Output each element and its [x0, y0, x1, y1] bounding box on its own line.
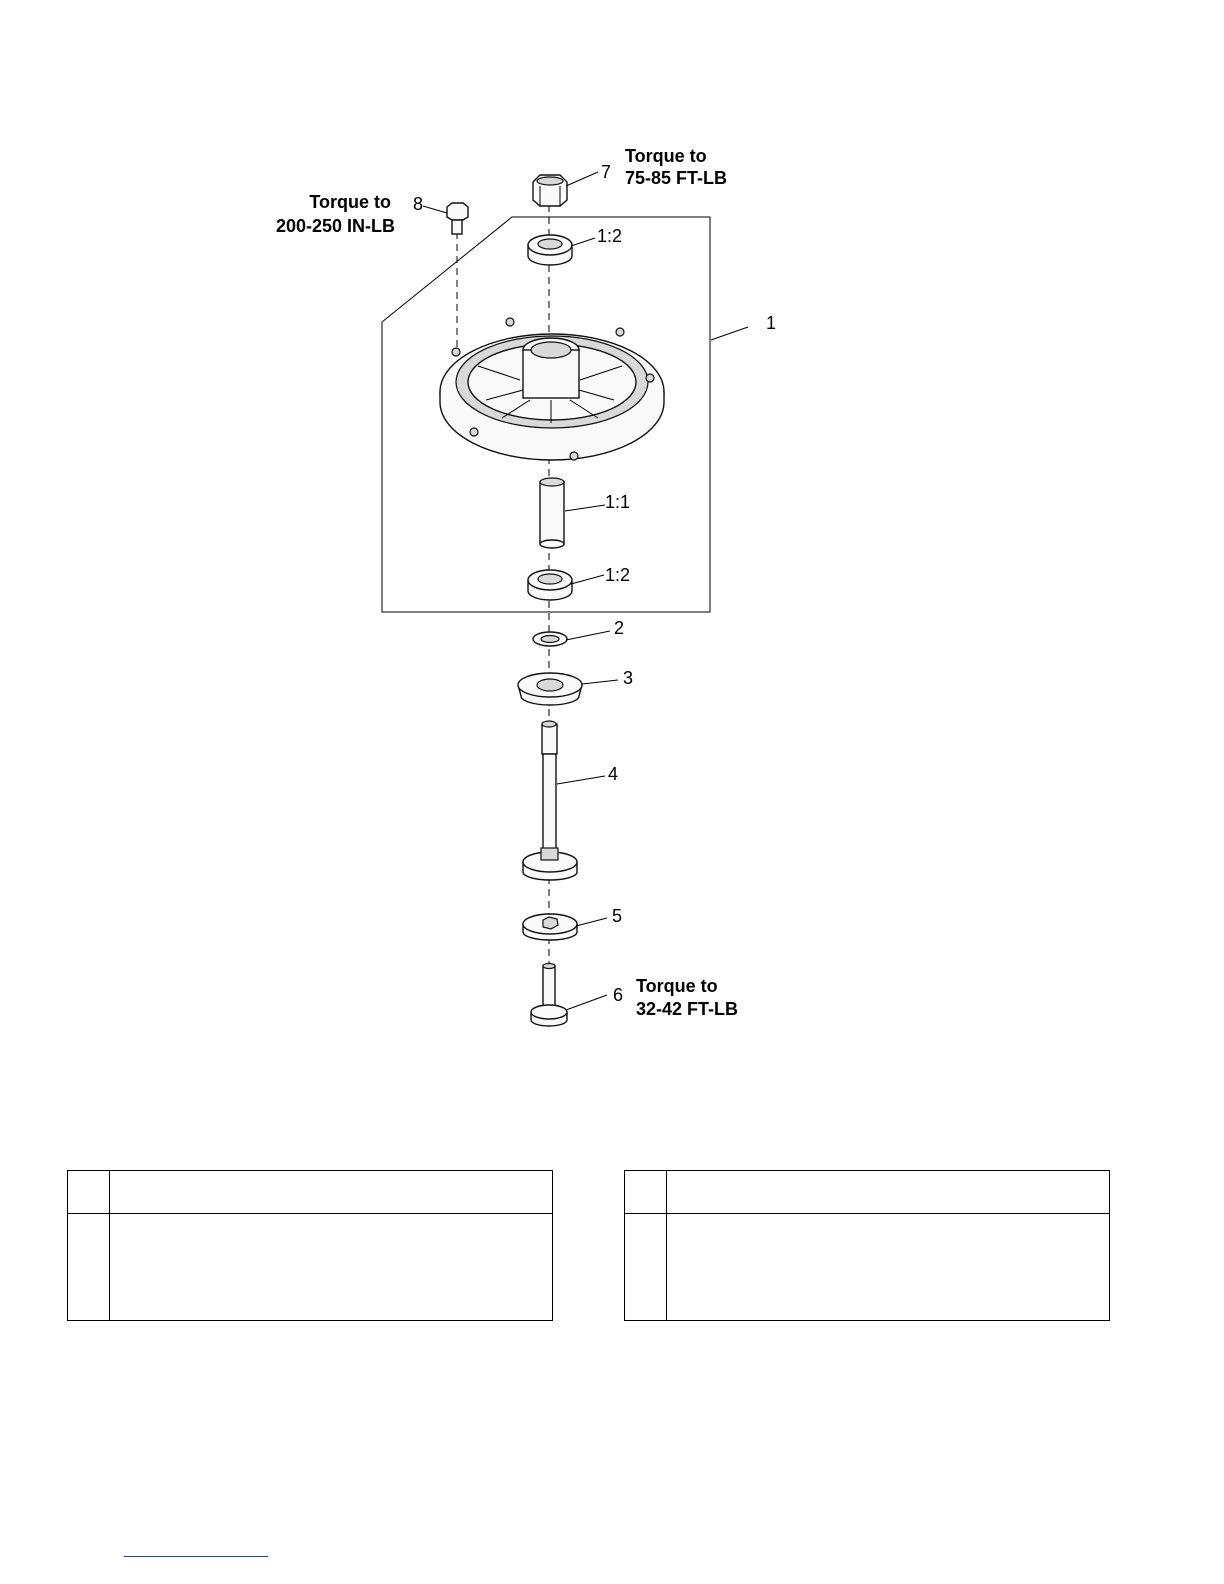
- right-row-description: [667, 1214, 1110, 1321]
- callout-3: 3: [623, 668, 634, 688]
- footer-link-underline[interactable]: [124, 1556, 268, 1558]
- right-header-ref: [625, 1171, 667, 1214]
- callout-1-1: 1:1: [605, 492, 631, 512]
- callout-4: 4: [608, 764, 619, 784]
- bearing-top: [528, 235, 572, 265]
- callout-1-2-top: 1:2: [597, 226, 623, 246]
- callout-7: 7: [601, 162, 612, 182]
- right-row-ref: [625, 1214, 667, 1321]
- nut-torque-line1: Torque to: [625, 146, 707, 166]
- left-header-description: [110, 1171, 553, 1214]
- small-washer: [533, 632, 567, 646]
- left-row-description: [110, 1214, 553, 1321]
- nut-torque-line2: 75-85 FT-LB: [625, 168, 728, 188]
- hex-nut: [533, 175, 567, 206]
- spindle-housing: [440, 318, 664, 460]
- blade-washer: [523, 914, 577, 940]
- parts-table-right: [624, 1170, 1110, 1321]
- spindle-shaft: [523, 721, 577, 880]
- callout-5: 5: [612, 906, 623, 926]
- blade-bolt-torque-line2: 32-42 FT-LB: [636, 999, 739, 1019]
- right-header-description: [667, 1171, 1110, 1214]
- parts-table-left: [67, 1170, 553, 1321]
- blade-bolt-torque-line1: Torque to: [636, 976, 718, 996]
- callout-1: 1: [766, 313, 777, 333]
- callout-1-2-bottom: 1:2: [605, 565, 631, 585]
- spacer-tube: [540, 478, 564, 548]
- bolt-torque-line2: 200-250 IN-LB: [275, 216, 395, 236]
- bearing-bottom: [528, 570, 572, 600]
- callout-8: 8: [413, 194, 424, 214]
- blade-bolt: [531, 964, 567, 1027]
- bolt-torque-line1: Torque to: [309, 192, 391, 212]
- mounting-bolt: [447, 203, 468, 234]
- dust-cup: [518, 673, 582, 705]
- callout-2: 2: [614, 618, 625, 638]
- left-header-ref: [68, 1171, 110, 1214]
- callout-6: 6: [613, 985, 624, 1005]
- left-row-ref: [68, 1214, 110, 1321]
